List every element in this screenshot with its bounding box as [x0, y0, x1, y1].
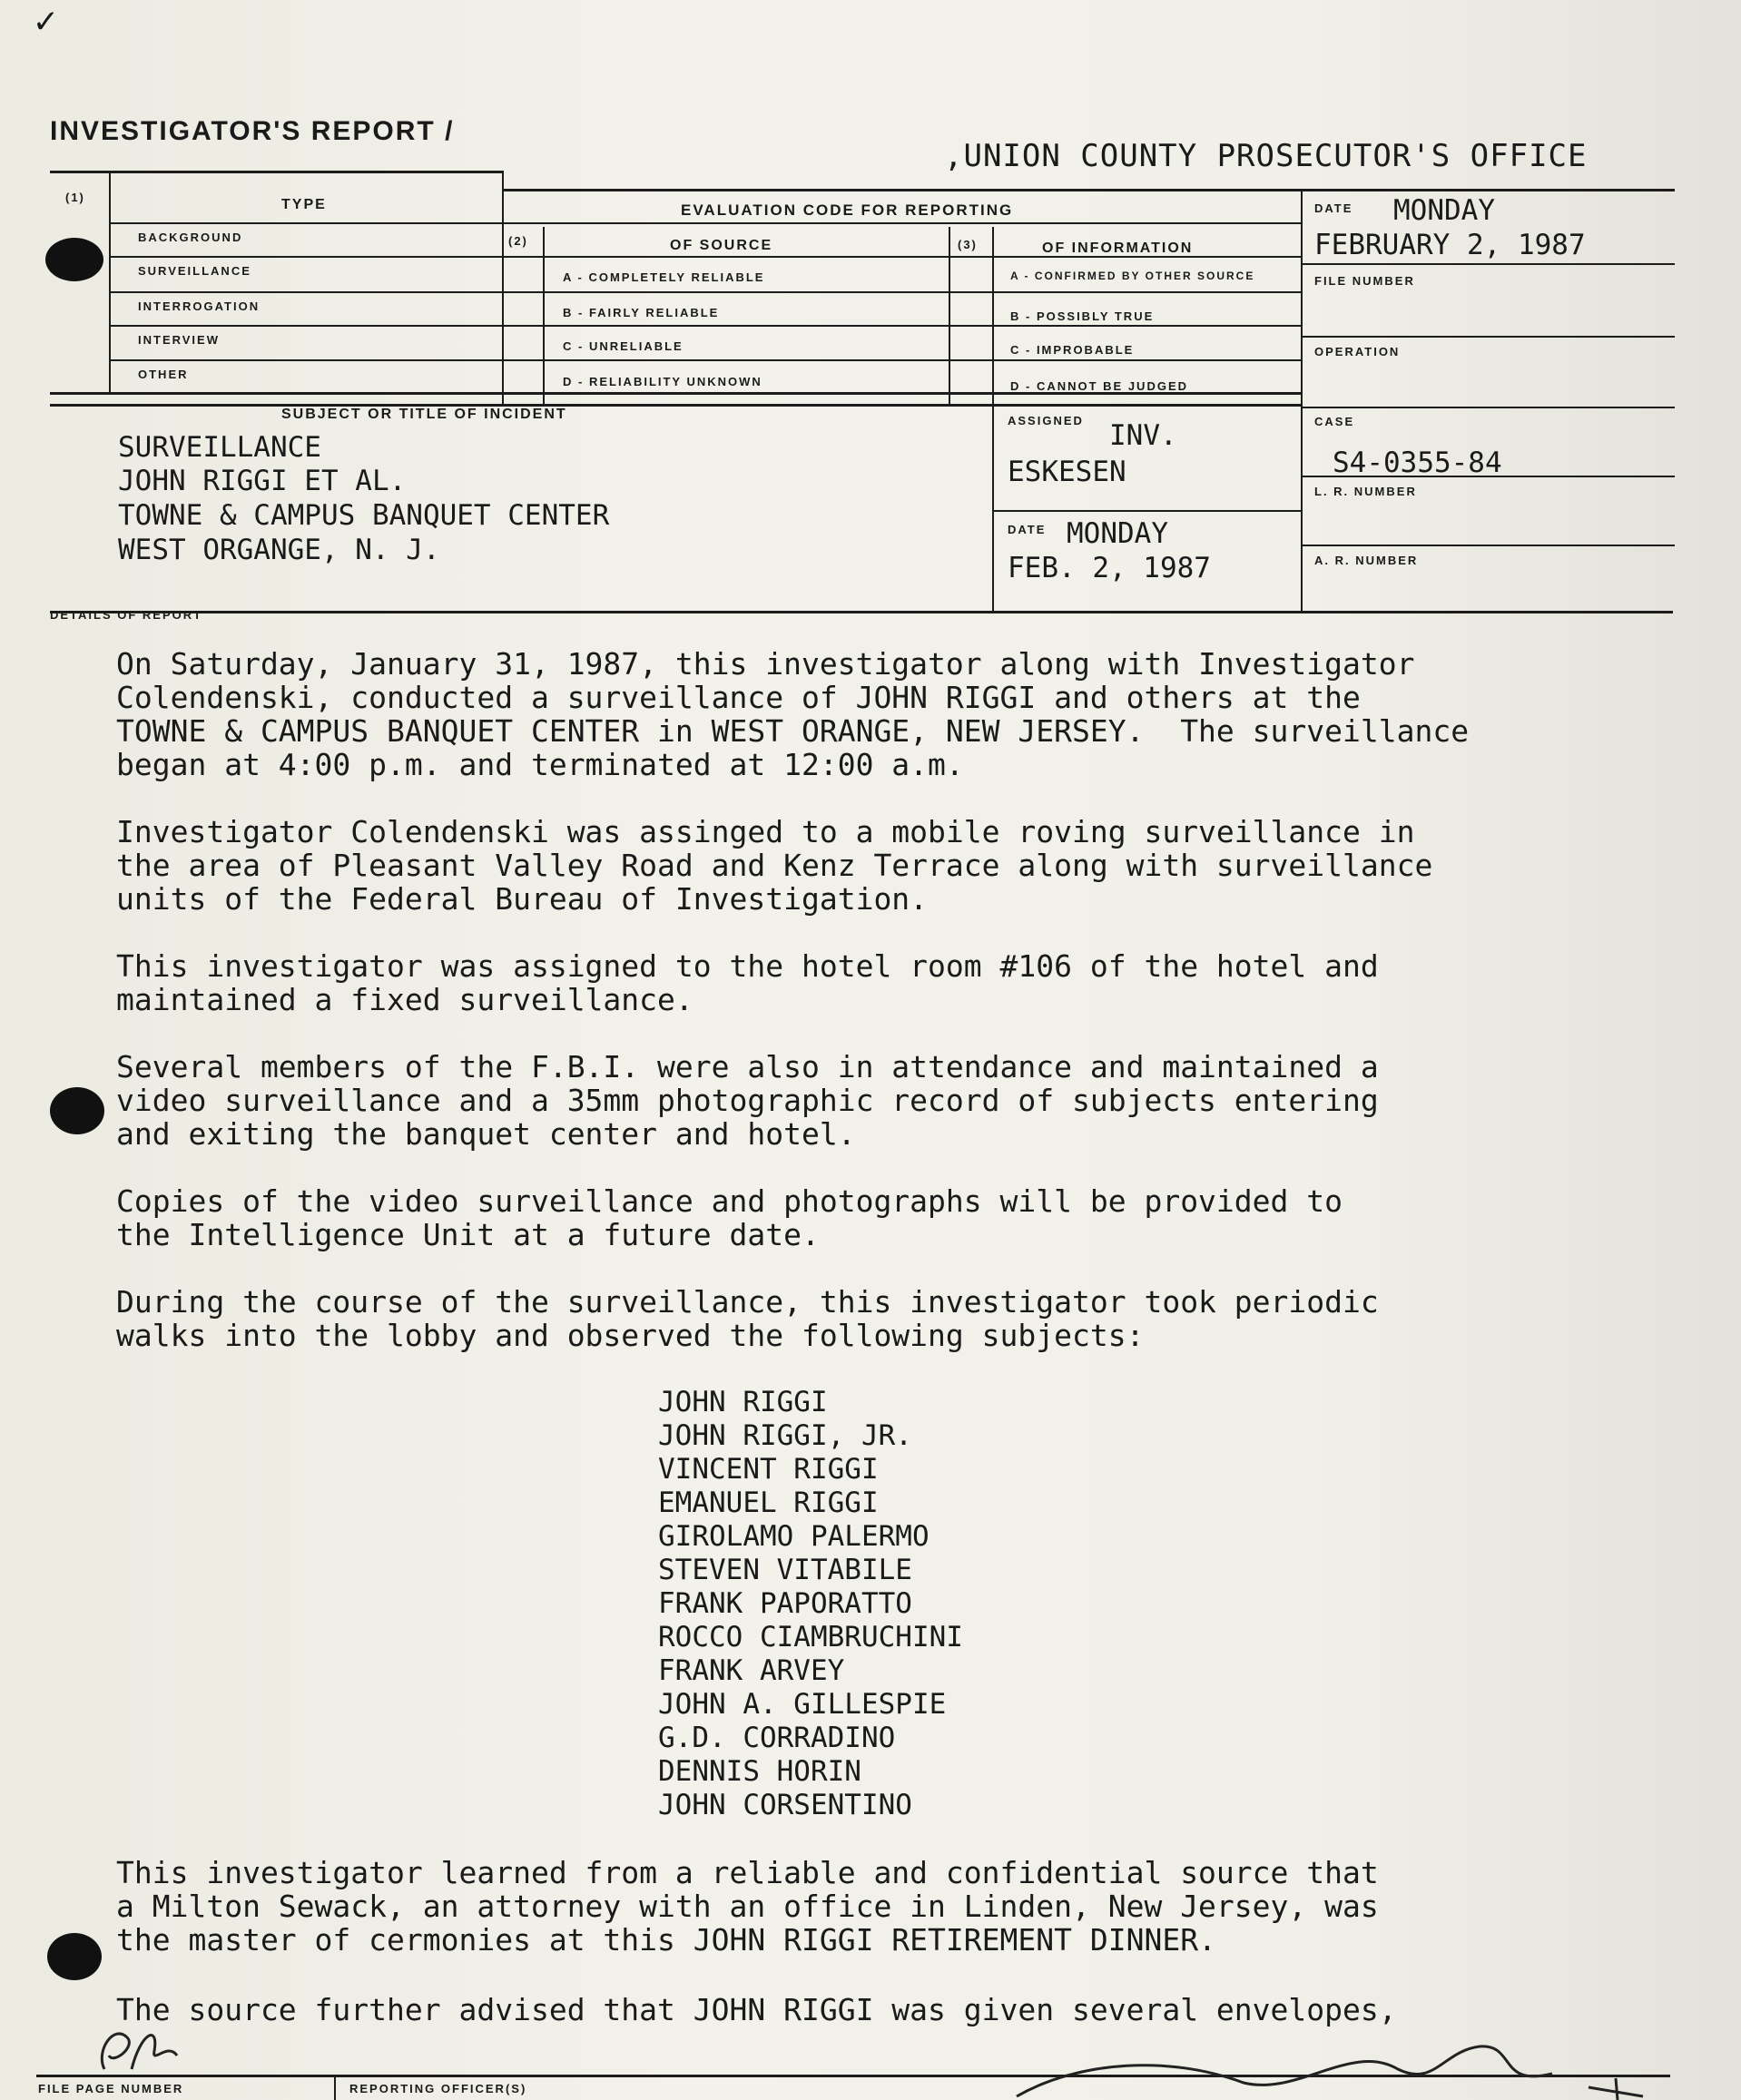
info-item: B - POSSIBLY TRUE — [1010, 309, 1155, 323]
date-line-1: MONDAY — [1393, 194, 1495, 227]
paragraph: Investigator Colendenski was assinged to a mobile roving surveillance in the area of Pleasant Valley Road and Kenz Terrace along with surveillance units of the Federal Bureau of Investigation. — [116, 814, 1433, 917]
assigned-date-label: DATE — [1008, 523, 1047, 536]
list-item: G.D. CORRADINO — [658, 1722, 896, 1754]
rule — [543, 227, 545, 404]
subject-line: SURVEILLANCE — [118, 431, 321, 464]
list-item: STEVEN VITABILE — [658, 1554, 912, 1586]
case-number: S4-0355-84 — [1333, 446, 1502, 479]
list-item: VINCENT RIGGI — [658, 1453, 879, 1486]
assigned-date-line-1: MONDAY — [1067, 517, 1168, 550]
rule — [109, 291, 1303, 293]
lr-number-label: L. R. NUMBER — [1314, 485, 1417, 498]
list-item: JOHN A. GILLESPIE — [658, 1688, 947, 1721]
list-item: JOHN RIGGI, JR. — [658, 1419, 912, 1452]
source-item: D - RELIABILITY UNKNOWN — [563, 375, 762, 388]
info-mark: (3) — [958, 238, 978, 251]
case-label: CASE — [1314, 415, 1355, 428]
info-heading: OF INFORMATION — [1042, 240, 1194, 256]
type-heading: TYPE — [281, 197, 327, 212]
source-item: B - FAIRLY RELIABLE — [563, 306, 720, 319]
list-item: FRANK ARVEY — [658, 1654, 845, 1687]
form-top-rule — [50, 171, 504, 173]
ar-number-label: A. R. NUMBER — [1314, 554, 1419, 567]
date-label: DATE — [1314, 201, 1353, 215]
rule — [994, 510, 1303, 512]
office-name: ,UNION COUNTY PROSECUTOR'S OFFICE — [944, 138, 1588, 174]
assigned-line-1: INV. — [1109, 419, 1177, 452]
list-item: EMANUEL RIGGI — [658, 1487, 879, 1519]
rule — [109, 359, 1303, 361]
type-item: BACKGROUND — [138, 231, 243, 244]
source-item: A - COMPLETELY RELIABLE — [563, 270, 765, 284]
list-item: DENNIS HORIN — [658, 1755, 861, 1788]
rule — [502, 172, 504, 404]
rule — [1303, 263, 1675, 265]
report-title: INVESTIGATOR'S REPORT / — [50, 116, 455, 146]
subject-line: JOHN RIGGI ET AL. — [118, 465, 407, 497]
assigned-date-line-2: FEB. 2, 1987 — [1008, 552, 1211, 584]
date-line-2: FEBRUARY 2, 1987 — [1314, 229, 1586, 261]
evaluation-heading: EVALUATION CODE FOR REPORTING — [681, 201, 1014, 219]
source-mark: (2) — [508, 234, 528, 248]
list-item: FRANK PAPORATTO — [658, 1587, 912, 1620]
reporting-officer-label: REPORTING OFFICER(S) — [349, 2082, 527, 2095]
rule — [1303, 336, 1675, 338]
paragraph: Several members of the F.B.I. were also in attendance and maintained a video surveillance and a 35mm photographic record of subjects entering and exiting the banquet center and hotel. — [116, 1049, 1379, 1152]
rule — [1303, 545, 1675, 546]
paragraph: During the course of the surveillance, this investigator took periodic walks into the lobby and observed the following subjects: — [116, 1284, 1379, 1353]
type-item: INTERVIEW — [138, 333, 220, 347]
punch-hole — [50, 1087, 104, 1134]
type-item: OTHER — [138, 368, 189, 381]
rule — [109, 325, 1303, 327]
subject-line: WEST ORGANGE, N. J. — [118, 534, 440, 566]
check-mark-icon: ✓ — [34, 0, 57, 42]
file-page-number-label: FILE PAGE NUMBER — [38, 2082, 184, 2095]
rule — [949, 227, 950, 404]
punch-hole — [45, 238, 103, 281]
subject-list — [658, 1386, 963, 1822]
rule — [1303, 407, 1675, 408]
details-rule — [50, 611, 1673, 613]
rule — [109, 222, 1303, 224]
rule — [334, 2076, 336, 2100]
assigned-label: ASSIGNED — [1008, 414, 1084, 427]
rule — [992, 227, 994, 611]
rule — [50, 404, 1303, 407]
punch-hole — [47, 1933, 102, 1980]
type-item: INTERROGATION — [138, 299, 261, 313]
list-item: JOHN CORSENTINO — [658, 1789, 912, 1821]
info-item: D - CANNOT BE JUDGED — [1010, 379, 1189, 393]
officer-signature — [1008, 2033, 1661, 2100]
type-column-mark: (1) — [65, 191, 85, 204]
file-number-label: FILE NUMBER — [1314, 274, 1415, 288]
type-item: SURVEILLANCE — [138, 264, 251, 278]
subject-label: SUBJECT OR TITLE OF INCIDENT — [281, 407, 567, 422]
list-item: GIROLAMO PALERMO — [658, 1520, 930, 1553]
list-item: ROCCO CIAMBRUCHINI — [658, 1621, 963, 1654]
paragraph: The source further advised that JOHN RIGGI was given several envelopes, — [116, 1992, 1397, 2027]
rule — [109, 172, 111, 393]
subject-line: TOWNE & CAMPUS BANQUET CENTER — [118, 499, 610, 532]
paragraph: Copies of the video surveillance and photographs will be provided to the Intelligence Unit at a future date. — [116, 1183, 1343, 1252]
info-item: A - CONFIRMED BY OTHER SOURCE — [1010, 270, 1255, 282]
info-item: C - IMPROBABLE — [1010, 343, 1135, 357]
list-item: JOHN RIGGI — [658, 1386, 828, 1418]
paragraph: On Saturday, January 31, 1987, this investigator along with Investigator Colendenski, conducted a surveillance of JOHN RIGGI and others at the TOWNE & CAMPUS BANQUET CENTER in WEST ORANGE, NEW JERSEY. The surveillance began at 4:00 p.m. and terminated at 12:00 a.m. — [116, 646, 1470, 782]
form-top-rule-right — [504, 189, 1675, 191]
paragraph: This investigator learned from a reliable and confidential source that a Milton Sewack, an attorney with an office in Linden, New Jersey, was the master of cermonies at this JOHN RIGGI RETIREMENT DINNER. — [116, 1855, 1379, 1958]
rule — [1301, 189, 1303, 611]
details-label: DETAILS OF REPORT — [50, 608, 203, 622]
source-heading: OF SOURCE — [670, 238, 773, 253]
assigned-line-2: ESKESEN — [1008, 456, 1126, 488]
initials-signature — [86, 2015, 186, 2078]
paragraph: This investigator was assigned to the hotel room #106 of the hotel and maintained a fixed surveillance. — [116, 948, 1379, 1017]
operation-label: OPERATION — [1314, 345, 1401, 358]
source-item: C - UNRELIABLE — [563, 339, 684, 353]
